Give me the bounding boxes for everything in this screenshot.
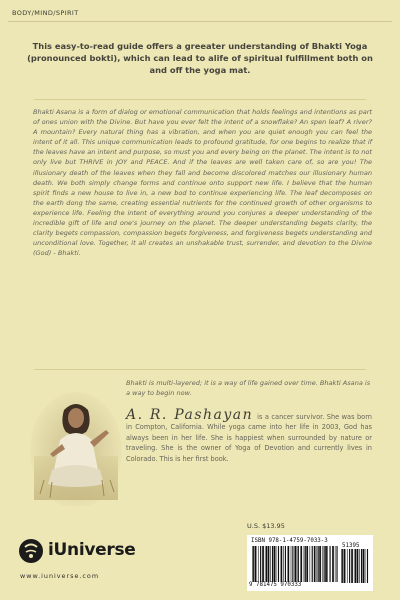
barcode: [247, 535, 373, 591]
barcode-bar: [297, 546, 298, 582]
author-photo-image: [30, 384, 122, 506]
barcode-bars: [252, 546, 338, 582]
author-name: A. R. Pashayan: [126, 407, 254, 423]
barcode-addon-bars: [341, 549, 369, 583]
barcode-bar: [363, 549, 365, 583]
barcode-bar: [292, 546, 293, 582]
barcode-digits: 9 781475 970333: [249, 582, 302, 588]
barcode-bar: [253, 546, 254, 582]
barcode-bar: [298, 546, 299, 582]
barcode-bar: [305, 546, 306, 582]
barcode-addon-digits: 51395: [342, 543, 360, 549]
barcode-bar: [318, 546, 319, 582]
barcode-bar: [341, 549, 342, 583]
author-bio-text: is a cancer survivor. She was born in Compton, California. While yoga came into her life in 2003, God has always been in her life. She is happiest when surrounded by nature or traveling. She is the owner of Yoga of Devotion and currently lives in Colorado. This is her first book.: [126, 413, 372, 463]
barcode-bar: [342, 549, 343, 583]
barcode-bar: [351, 549, 353, 583]
barcode-bar: [354, 549, 355, 583]
barcode-bar: [272, 546, 273, 582]
barcode-bar: [252, 546, 253, 582]
barcode-bar: [367, 549, 368, 583]
barcode-bar: [330, 546, 331, 582]
barcode-bar: [324, 546, 325, 582]
main-text: Bhakti Asana is a form of dialog or emotional communication that holds feelings and intentions as part of ones union with the Divine. But have you ever felt the intent of a snowflake? An spen leaf? A river? A mountain? Every natural thing has a vibration, and when you are quiet enough you can feel the intent of it all. This unique communication leads to profound gratitude, for one begins to realize that if the leaves have an intent and purpose, so must you and every being on the planet. The intent is to not only live but THRIVE in JOY and PEACE. And if the leaves are well taken care of, so are you! The illusionary death of the leaves when they fall and become discolored matches our illusionary human death. We both simply change forms and continue onto support new life. I believe that the human spirit finds a new house to live in, a new bod to continue experiencing life. The leaf decomposes on the earth dong the same, creating essential nutrients for the continued growth of other organisms to experience life. Feeling the intent of everything around you conjures a deeper understanding of the incredible gift of life and one's journey on the planet. The deeper understanding begets clarity, the clarity begets compassion, compassion begets forgiveness, and forgiveness begets understanding and unconditional love. Together, it all creates an unshakable trust, surrender, and devotion to the Divine (God) - Bhakti.: [33, 108, 372, 258]
barcode-bar: [319, 546, 321, 582]
barcode-bar: [278, 546, 279, 582]
barcode-bar: [306, 546, 308, 582]
blurb: This easy-to-read guide offers a greeater understanding of Bhakti Yoga (pronounced bokti), which can lead to alife of spiritual fulfillment both on and off the yoga mat.: [27, 41, 373, 76]
barcode-bar: [270, 546, 271, 582]
barcode-bar: [361, 549, 362, 583]
barcode-bar: [359, 549, 360, 583]
iuniverse-logo-icon: [18, 538, 44, 564]
barcode-bar: [344, 549, 346, 583]
barcode-bar: [314, 546, 316, 582]
barcode-bar: [258, 546, 259, 582]
publisher-url: www.iuniverse.com: [20, 572, 100, 580]
price-label: U.S. $13.95: [247, 522, 285, 530]
author-bio: [126, 407, 372, 464]
barcode-bar: [260, 546, 261, 582]
barcode-bar: [365, 549, 366, 583]
barcode-bar: [335, 546, 336, 582]
publisher-logo: [18, 538, 158, 564]
barcode-bar: [332, 546, 334, 582]
barcode-bar: [322, 546, 323, 582]
barcode-bar: [262, 546, 264, 582]
barcode-bar: [266, 546, 267, 582]
barcode-bar: [283, 546, 284, 582]
isbn-label: ISBN 978-1-4759-7033-3: [251, 538, 328, 544]
barcode-bar: [304, 546, 305, 582]
barcode-bar: [276, 546, 277, 582]
divider: [34, 369, 366, 370]
top-divider: [8, 21, 392, 22]
barcode-bar: [265, 546, 266, 582]
barcode-bar: [268, 546, 270, 582]
barcode-bar: [327, 546, 328, 582]
barcode-bar: [336, 546, 337, 582]
barcode-bar: [355, 549, 356, 583]
barcode-bar: [317, 546, 318, 582]
barcode-bar: [281, 546, 283, 582]
barcode-bar: [300, 546, 302, 582]
divider: [34, 99, 366, 100]
barcode-bar: [357, 549, 359, 583]
author-photo: [30, 384, 122, 506]
barcode-bar: [325, 546, 327, 582]
barcode-bar: [255, 546, 257, 582]
barcode-bar: [294, 546, 296, 582]
barcode-bar: [310, 546, 311, 582]
barcode-bar: [288, 546, 290, 582]
category-label: BODY/MIND/SPIRIT: [12, 9, 79, 17]
barcode-bar: [349, 549, 350, 583]
barcode-bar: [274, 546, 276, 582]
barcode-bar: [312, 546, 313, 582]
outro-text: Bhakti is multi-layered; it is a way of life gained over time. Bhakti Asana is a way to begin now.: [126, 379, 371, 398]
barcode-bar: [285, 546, 286, 582]
barcode-bar: [347, 549, 348, 583]
barcode-bar: [291, 546, 292, 582]
publisher-name: iUniverse: [48, 540, 136, 560]
